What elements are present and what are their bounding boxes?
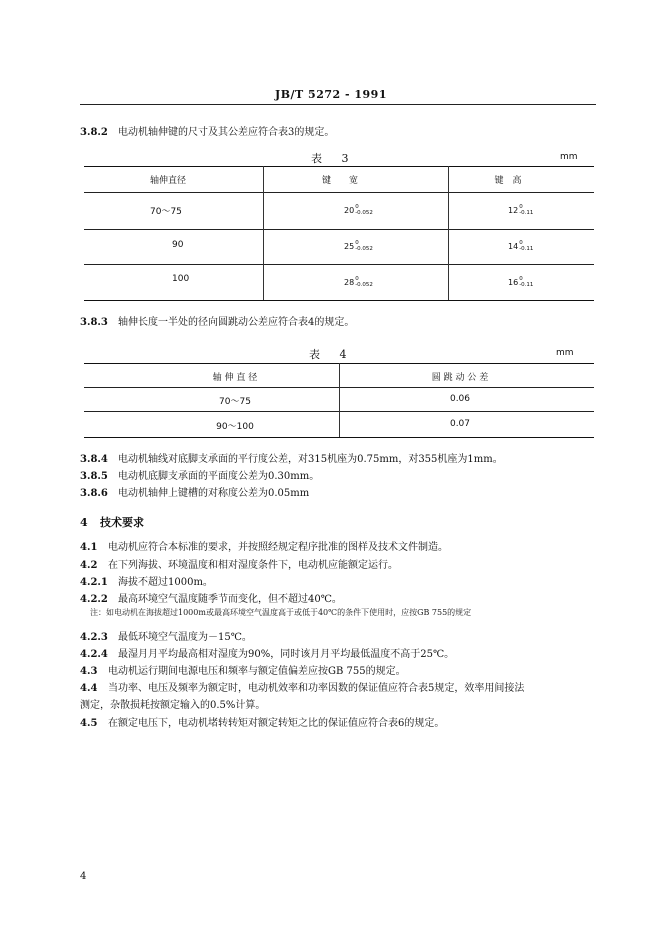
table4-cell-runout: 0.07 (449, 419, 471, 429)
page-number: 4 (80, 871, 87, 882)
table3-cell-key-width: 20 0 -0.052 (344, 204, 373, 216)
clause-number: 4.2.2 (80, 594, 108, 605)
clause-number: 3.8.2 (80, 127, 108, 138)
clause-3-8-5 (80, 467, 319, 482)
table3-cell-key-width: 28 0 -0.052 (344, 276, 373, 288)
clause-number: 4.3 (80, 666, 98, 677)
running-header: JB/T 5272 - 1991 (275, 88, 387, 101)
clause-4-3 (80, 662, 406, 677)
table3-col-divider (263, 166, 264, 300)
clause-4-1 (80, 538, 448, 553)
table3-top-rule (84, 166, 594, 167)
clause-text: 电动机底脚支承面的平面度公差为0.30mm。 (118, 471, 320, 482)
table3-col-divider (448, 166, 449, 300)
table3-header-rule (84, 192, 594, 193)
table3-cell-key-height: 12 0 -0.11 (508, 204, 534, 216)
table3-bottom-rule (84, 300, 594, 301)
table3-unit: mm (560, 152, 578, 162)
clause-number: 4.2.3 (80, 632, 108, 643)
table4-bottom-rule (84, 437, 594, 438)
section-number: 4 (80, 516, 88, 529)
clause-text: 最湿月月平均最高相对湿度为90%，同时该月月平均最低温度不高于25℃。 (118, 649, 455, 660)
clause-text: 在额定电压下，电动机堵转转矩对额定转矩之比的保证值应符合表6的规定。 (108, 718, 445, 729)
clause-text: 在下列海拔、环境温度和相对湿度条件下，电动机应能额定运行。 (108, 560, 398, 571)
clause-text: 海拔不超过1000m。 (118, 577, 213, 588)
clause-4-2-2 (80, 590, 342, 605)
clause-number: 4.2.1 (80, 577, 108, 588)
clause-3-8-6 (80, 484, 309, 499)
table4-caption: 表 4 (309, 348, 355, 361)
table3-row-rule (84, 229, 594, 230)
clause-number: 3.8.4 (80, 454, 108, 465)
clause-number: 4.2 (80, 560, 98, 571)
clause-text: 最低环境空气温度为－15℃。 (118, 632, 252, 643)
clause-text: 电动机轴伸上键槽的对称度公差为0.05mm (118, 488, 310, 499)
section-4-heading (80, 514, 144, 530)
table3-cell-key-width: 25 0 -0.052 (344, 240, 373, 252)
clause-4-4 (80, 679, 524, 694)
clause-4-4-continuation: 测定，杂散损耗按额定输入的0.5%计算。 (80, 700, 266, 711)
clause-4-2-4 (80, 645, 454, 660)
clause-text: 轴伸长度一半处的径向圆跳动公差应符合表4的规定。 (118, 317, 355, 328)
clause-text: 最高环境空气温度随季节而变化，但不超过40℃。 (118, 594, 342, 605)
clause-text: 电动机轴线对底脚支承面的平行度公差，对315机座为0.75mm，对355机座为1mm。 (118, 454, 503, 465)
table3-cell-key-height: 14 0 -0.11 (508, 240, 534, 252)
clause-number: 4.1 (80, 542, 98, 553)
clause-text: 电动机运行期间电源电压和频率与额定值偏差应按GB 755的规定。 (108, 666, 406, 677)
clause-number: 3.8.5 (80, 471, 108, 482)
table3-cell-key-height: 16 0 -0.11 (508, 276, 534, 288)
table3-caption: 表 3 (311, 152, 357, 165)
clause-text: 电动机轴伸键的尺寸及其公差应符合表3的规定。 (118, 127, 335, 138)
clause-3-8-3 (80, 313, 354, 328)
clause-number: 4.5 (80, 718, 98, 729)
table4-cell-runout: 0.06 (449, 394, 471, 404)
table3-header-key-height: 键 高 (494, 176, 522, 186)
table4-header-runout: 圆 跳 动 公 差 (431, 373, 489, 383)
table3-header-diameter: 轴伸直径 (150, 176, 187, 186)
table3-cell-diameter: 90 (172, 240, 184, 250)
clause-number: 4.4 (80, 683, 98, 694)
clause-4-2-1 (80, 573, 213, 588)
header-rule (80, 104, 596, 105)
clause-text: 当功率、电压及频率为额定时，电动机效率和功率因数的保证值应符合表5规定，效率用间接法 (108, 683, 525, 694)
clause-number: 4.2.4 (80, 649, 108, 660)
note-4-2-2: 注：如电动机在海拔超过1000m或最高环境空气温度高于或低于40℃的条件下使用时，应按GB 755的规定 (90, 608, 472, 617)
clause-number: 3.8.3 (80, 317, 108, 328)
table3-row-rule (84, 264, 594, 265)
clause-4-5 (80, 714, 444, 729)
clause-4-2-3 (80, 628, 252, 643)
clause-3-8-2 (80, 123, 334, 138)
table4-col-divider (339, 363, 340, 437)
clause-3-8-4 (80, 450, 503, 465)
table3-cell-diameter: 70～75 (150, 207, 182, 217)
section-title: 技术要求 (100, 516, 144, 529)
table4-unit: mm (556, 348, 574, 358)
table4-cell-diameter: 90～100 (216, 422, 254, 432)
table4-header-diameter: 轴 伸 直 径 (212, 373, 258, 383)
clause-text: 电动机应符合本标准的要求，并按照经规定程序批准的图样及技术文件制造。 (108, 542, 448, 553)
table4-cell-diameter: 70～75 (219, 397, 251, 407)
clause-number: 3.8.6 (80, 488, 108, 499)
table3-header-key-width: 键 宽 (321, 176, 358, 186)
clause-4-2 (80, 556, 398, 571)
table3-cell-diameter: 100 (172, 274, 190, 284)
